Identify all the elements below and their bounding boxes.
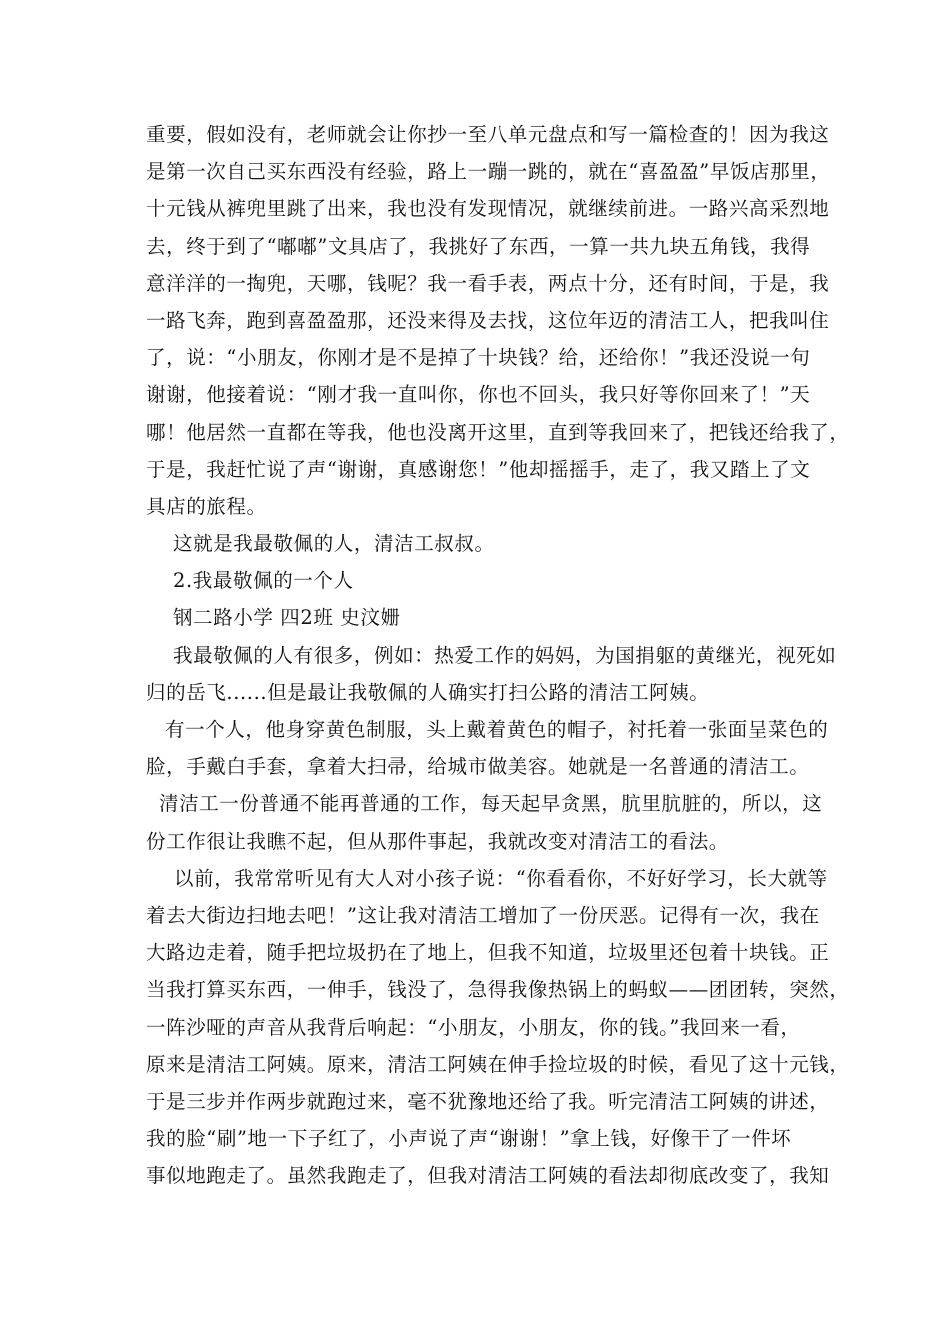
text-line: 哪！他居然一直都在等我，他也没离开这里，直到等我回来了，把钱还给我了， [146,420,850,444]
paragraph-line: 这就是我最敬佩的人，清洁工叔叔。 [173,532,495,556]
text-line: 是第一次自己买东西没有经验，路上一蹦一跳的，就在“喜盈盈”早饭店那里， [146,160,831,184]
text-line: 事似地跑走了。虽然我跑走了，但我对清洁工阿姨的看法却彻底改变了，我知 [146,1164,830,1188]
text-line: 一路飞奔，跑到喜盈盈那，还没来得及去找，这位年迈的清洁工人，把我叫住 [146,308,830,332]
paragraph-line: 我最敬佩的人有很多，例如：热爱工作的妈妈，为国捐躯的黄继光，视死如 [173,643,837,667]
text-line: 当我打算买东西，一伸手，钱没了，急得我像热锅上的蚂蚁——团团转，突然， [146,978,850,1002]
text-line: 于是三步并作两步就跑过来，毫不犹豫地还给了我。听完清洁工阿姨的讲述， [146,1089,830,1113]
text-line: 具店的旅程。 [146,494,267,518]
text-line: 一阵沙哑的声音从我背后响起：“小朋友，小朋友，你的钱。”我回来一看， [146,1015,801,1039]
text-line: 脸，手戴白手套，拿着大扫帚，给城市做美容。她就是一名普通的清洁工。 [146,755,810,779]
text-line: 原来是清洁工阿姨。原来，清洁工阿姨在伸手捡垃圾的时候，看见了这十元钱， [146,1052,850,1076]
text-line: 大路边走着，随手把垃圾扔在了地上，但我不知道，垃圾里还包着十块钱。正 [146,941,830,965]
text-line: 去，终于到了“嘟嘟”文具店了，我挑好了东西，一算一共九块五角钱，我得 [146,234,811,258]
paragraph-line: 清洁工一份普通不能再普通的工作，每天起早贪黑，肮里肮脏的，所以，这 [159,792,823,816]
text-line: 意洋洋的一掏兜，天哪，钱呢？我一看手表，两点十分，还有时间，于是，我 [146,271,830,295]
text-line: 我的脸“刷”地一下子红了，小声说了声“谢谢！”拿上钱，好像干了一件坏 [146,1127,792,1151]
text-line: 重要，假如没有，老师就会让你抄一至八单元盘点和写一篇检查的！因为我这 [146,123,830,146]
section-heading: 2.我最敬佩的一个人 [173,569,354,593]
text-line: 于是，我赶忙说了声“谢谢，真感谢您！”他却摇摇手，走了，我又踏上了文 [146,457,811,481]
author-byline: 钢二路小学 四2班 史汶姗 [173,606,401,630]
paragraph-line: 有一个人，他身穿黄色制服，头上戴着黄色的帽子，衬托着一张面呈菜色的 [165,718,829,741]
text-line: 谢谢，他接着说：“刚才我一直叫你，你也不回头，我只好等你回来了！”天 [146,383,811,407]
paragraph-line: 以前，我常常听见有大人对小孩子说：“你看看你，不好好学习，长大就等 [174,866,828,890]
text-line: 了，说：“小朋友，你刚才是不是掉了十块钱？给，还给你！”我还没说一句 [146,346,811,370]
text-line: 归的岳飞......但是最让我敬佩的人确实打扫公路的清洁工阿姨。 [146,680,710,704]
article-body [146,116,850,1194]
text-line: 份工作很让我瞧不起，但从那件事起，我就改变对清洁工的看法。 [146,829,729,853]
text-line: 十元钱从裤兜里跳了出来，我也没有发现情况，就继续前进。一路兴高采烈地 [146,197,830,221]
text-line: 着去大街边扫地去吧！”这让我对清洁工增加了一份厌恶。记得有一次，我在 [146,903,820,927]
